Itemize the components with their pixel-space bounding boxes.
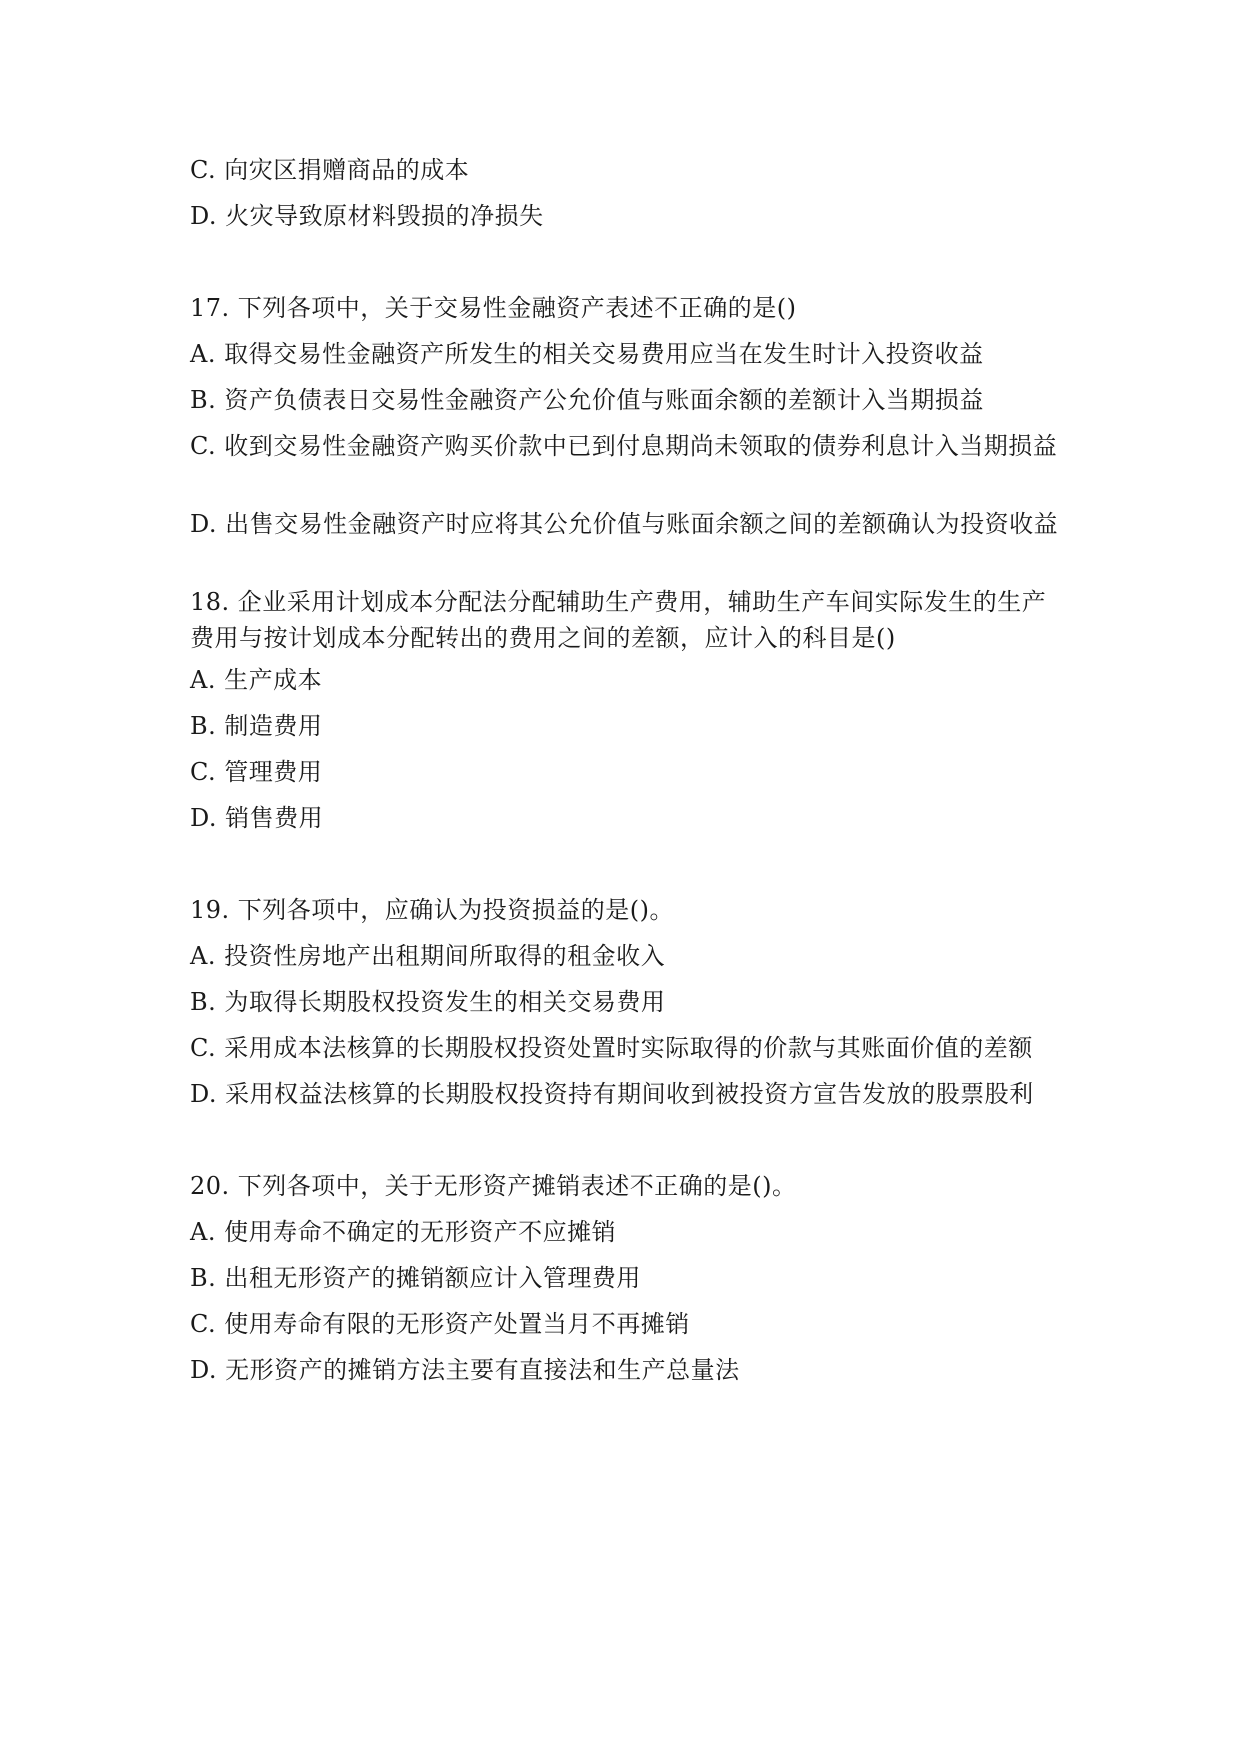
q18-stem: 18. 企业采用计划成本分配法分配辅助生产费用，辅助生产车间实际发生的生产费用与按计划成本分配转出的费用之间的差额，应计入的科目是() — [190, 588, 1047, 652]
q19-option-b: B. 为取得长期股权投资发生的相关交易费用 — [190, 988, 666, 1016]
q19-stem: 19. 下列各项中，应确认为投资损益的是()。 — [190, 896, 675, 924]
q20-option-a: A. 使用寿命不确定的无形资产不应摊销 — [190, 1218, 617, 1246]
q20-stem: 20. 下列各项中，关于无形资产摊销表述不正确的是()。 — [190, 1172, 797, 1200]
q16-option-c: C. 向灾区捐赠商品的成本 — [190, 156, 470, 184]
q19-option-d: D. 采用权益法核算的长期股权投资持有期间收到被投资方宣告发放的股票股利 — [190, 1080, 1034, 1108]
q16-option-d: D. 火灾导致原材料毁损的净损失 — [190, 202, 544, 230]
q18-option-c: C. 管理费用 — [190, 758, 323, 786]
q20-option-b: B. 出租无形资产的摊销额应计入管理费用 — [190, 1264, 641, 1292]
q19-option-c: C. 采用成本法核算的长期股权投资处置时实际取得的价款与其账面价值的差额 — [190, 1034, 1033, 1062]
q19-option-a: A. 投资性房地产出租期间所取得的租金收入 — [190, 942, 666, 970]
q17-option-d: D. 出售交易性金融资产时应将其公允价值与账面余额之间的差额确认为投资收益 — [190, 510, 1059, 538]
q17-option-b: B. 资产负债表日交易性金融资产公允价值与账面余额的差额计入当期损益 — [190, 386, 984, 414]
q18-option-a: A. 生产成本 — [190, 666, 323, 694]
q20-option-c: C. 使用寿命有限的无形资产处置当月不再摊销 — [190, 1310, 690, 1338]
q18-option-b: B. 制造费用 — [190, 712, 323, 740]
q17-option-a: A. 取得交易性金融资产所发生的相关交易费用应当在发生时计入投资收益 — [190, 340, 984, 368]
q17-option-c: C. 收到交易性金融资产购买价款中已到付息期尚未领取的债券利息计入当期损益 — [190, 432, 1058, 460]
q20-option-d: D. 无形资产的摊销方法主要有直接法和生产总量法 — [190, 1356, 740, 1384]
q18-option-d: D. 销售费用 — [190, 804, 324, 832]
q17-stem: 17. 下列各项中，关于交易性金融资产表述不正确的是() — [190, 294, 797, 322]
